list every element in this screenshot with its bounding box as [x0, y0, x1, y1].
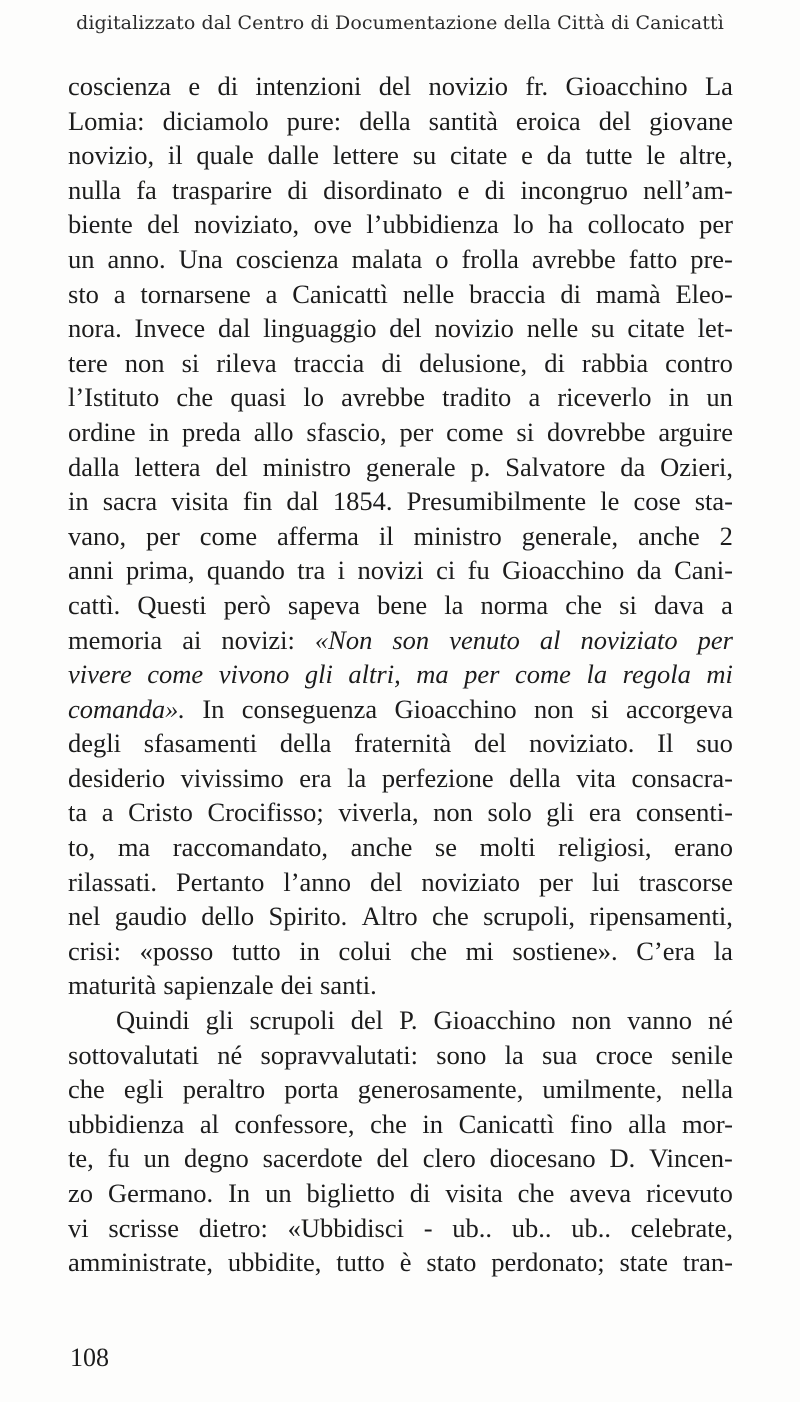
text-line: comanda». In conseguenza Gioacchino non si accorgeva: [68, 693, 733, 724]
text-line: memoria ai novizi: «Non son venuto al noviziato per: [68, 624, 733, 655]
text-line: te, fu un degno sacerdote del clero diocesano D. Vincen-: [68, 1143, 733, 1174]
text-line: vivere come vivono gli altri, ma per come la regola mi: [68, 659, 733, 690]
text-line: nora. Invece dal linguaggio del novizio nelle su citate let-: [68, 313, 733, 344]
text-line: che egli peraltro porta generosamente, umilmente, nella: [68, 1074, 733, 1105]
text-line: vi scrisse dietro: «Ubbidisci - ub.. ub.. ub.. celebrate,: [68, 1212, 733, 1243]
text-line: crisi: «posso tutto in colui che mi sostiene». C’era la: [68, 935, 733, 966]
text-line: cattì. Questi però sapeva bene la norma che si dava a: [68, 589, 733, 620]
text-line: Lomia: diciamolo pure: della santità eroica del giovane: [68, 105, 733, 136]
text-line: maturità sapienzale dei santi.: [68, 970, 377, 1001]
text-line: ordine in preda allo sfascio, per come si dovrebbe arguire: [68, 416, 733, 447]
text-line: to, ma raccomandato, anche se molti religiosi, erano: [68, 832, 733, 863]
text-line: coscienza e di intenzioni del novizio fr. Gioacchino La: [68, 71, 733, 101]
text-line: ta a Cristo Crocifisso; viverla, non solo gli era consenti-: [68, 797, 733, 828]
text-line: sto a tornarsene a Canicattì nelle braccia di mamà Eleo-: [68, 278, 733, 309]
text-line: ubbidienza al confessore, che in Canicattì fino alla mor-: [68, 1108, 733, 1139]
text-line: amministrate, ubbidite, tutto è stato perdonato; state tran-: [68, 1247, 733, 1278]
text-line: zo Germano. In un biglietto di visita che aveva ricevuto: [68, 1178, 733, 1208]
digitization-watermark: digitalizzato dal Centro di Documentazione della Città di Canicattì: [76, 12, 724, 34]
text-line: l’Istituto che quasi lo avrebbe tradito a riceverlo in un: [68, 382, 733, 413]
text-line: rilassati. Pertanto l’anno del noviziato per lui trascorse: [68, 866, 733, 897]
text-line: biente del noviziato, ove l’ubbidienza lo ha collocato per: [68, 209, 733, 240]
text-line: tere non si rileva traccia di delusione, di rabbia contro: [68, 347, 733, 378]
text-line: Quindi gli scrupoli del P. Gioacchino non vanno né: [116, 1005, 733, 1036]
text-line: nulla fa trasparire di disordinato e di incongruo nell’am-: [68, 174, 733, 205]
page-number: 108: [70, 1343, 109, 1372]
text-line: anni prima, quando tra i novizi ci fu Gioacchino da Cani-: [68, 555, 733, 586]
body-text: [68, 69, 733, 1280]
text-line: un anno. Una coscienza malata o frolla avrebbe fatto pre-: [68, 243, 733, 274]
text-line: degli sfasamenti della fraternità del noviziato. Il suo: [68, 728, 733, 759]
text-line: dalla lettera del ministro generale p. Salvatore da Ozieri,: [68, 451, 733, 482]
text-line: sottovalutati né sopravvalutati: sono la sua croce senile: [68, 1039, 733, 1070]
text-line: in sacra visita fin dal 1854. Presumibilmente le cose sta-: [68, 486, 733, 517]
text-line: vano, per come afferma il ministro generale, anche 2: [68, 520, 733, 551]
text-line: desiderio vivissimo era la perfezione della vita consacra-: [68, 762, 733, 793]
text-line: novizio, il quale dalle lettere su citate e da tutte le altre,: [68, 140, 733, 171]
text-line: nel gaudio dello Spirito. Altro che scrupoli, ripensamenti,: [68, 901, 733, 932]
